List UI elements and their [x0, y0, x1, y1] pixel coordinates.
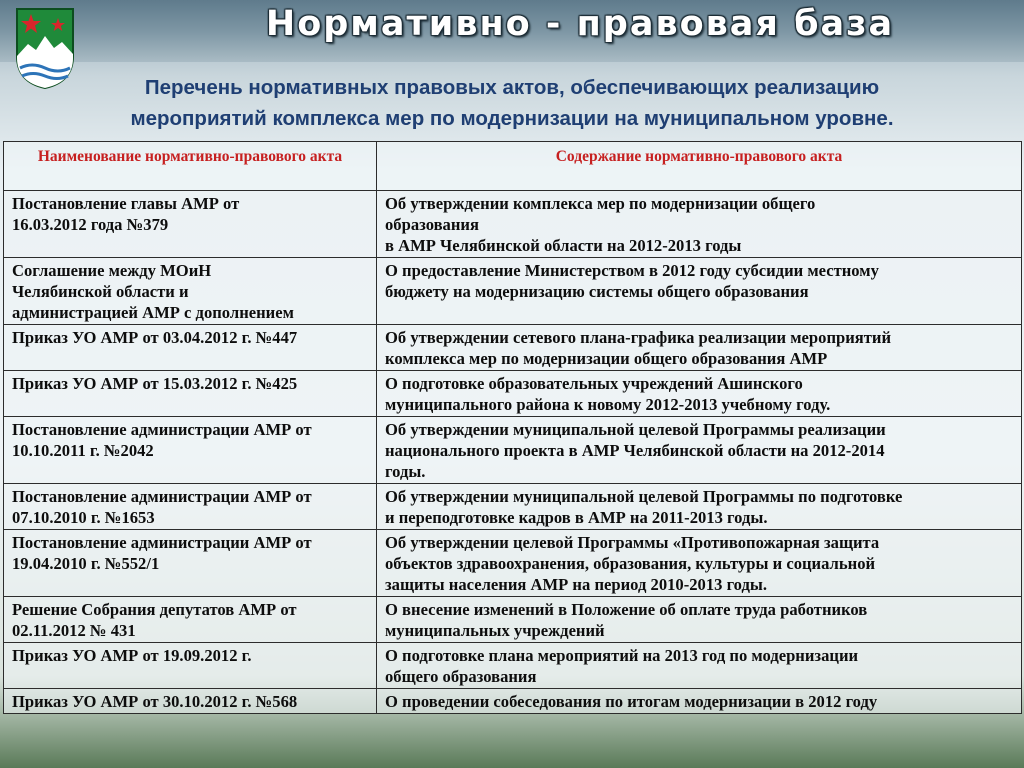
table-row — [4, 191, 1022, 258]
act-name-line: Приказ УО АМР от 19.09.2012 г. — [12, 646, 252, 665]
table-row — [4, 325, 1022, 371]
act-name-line: Челябинской области и — [12, 282, 189, 301]
act-content-line: и переподготовке кадров в АМР на 2011-2013 годы. — [385, 508, 768, 527]
act-name-line: Постановление администрации АМР от — [12, 533, 312, 552]
act-content-line: Об утверждении сетевого плана-графика реализации мероприятий — [385, 328, 892, 347]
act-content-line: защиты населения АМР на период 2010-2013 годы. — [385, 575, 768, 594]
act-name-cell — [4, 597, 377, 643]
act-name-line: 07.10.2010 г. №1653 — [12, 508, 155, 527]
act-content-cell — [377, 484, 1022, 530]
act-name-line: Постановление администрации АМР от — [12, 487, 312, 506]
column-header-content: Содержание нормативно-правового акта — [377, 142, 1022, 191]
act-content-cell — [377, 597, 1022, 643]
table-row — [4, 597, 1022, 643]
act-content-line: Об утверждении муниципальной целевой Программы по подготовке — [385, 487, 903, 506]
act-content-line: муниципальных учреждений — [385, 621, 605, 640]
act-name-line: 19.04.2010 г. №552/1 — [12, 554, 160, 573]
act-name-cell — [4, 530, 377, 597]
table-row — [4, 484, 1022, 530]
table-row — [4, 530, 1022, 597]
table-row — [4, 258, 1022, 325]
act-name-line: 16.03.2012 года №379 — [12, 215, 169, 234]
act-content-cell — [377, 689, 1022, 714]
legal-acts-table — [3, 141, 1022, 714]
act-name-cell — [4, 417, 377, 484]
act-name-cell — [4, 258, 377, 325]
act-name-cell — [4, 325, 377, 371]
act-content-line: национального проекта в АМР Челябинской области на 2012-2014 — [385, 441, 885, 460]
act-content-line: годы. — [385, 462, 426, 481]
act-name-line: Приказ УО АМР от 30.10.2012 г. №568 — [12, 692, 298, 711]
act-content-line: в АМР Челябинской области на 2012-2013 годы — [385, 236, 742, 255]
act-content-line: бюджету на модернизацию системы общего образования — [385, 282, 809, 301]
act-content-cell — [377, 530, 1022, 597]
act-name-line: Приказ УО АМР от 03.04.2012 г. №447 — [12, 328, 298, 347]
act-name-line: 02.11.2012 № 431 — [12, 621, 136, 640]
act-content-cell — [377, 643, 1022, 689]
act-name-cell — [4, 484, 377, 530]
act-content-cell — [377, 417, 1022, 484]
act-content-line: Об утверждении муниципальной целевой Программы реализации — [385, 420, 886, 439]
table-header-row — [4, 142, 1022, 191]
act-name-cell — [4, 191, 377, 258]
act-content-line: О предоставление Министерством в 2012 году субсидии местному — [385, 261, 879, 280]
act-content-line: комплекса мер по модернизации общего образования АМР — [385, 349, 828, 368]
page-title: Нормативно - правовая база — [265, 4, 895, 44]
table-row — [4, 417, 1022, 484]
act-name-cell — [4, 371, 377, 417]
act-name-line: Постановление администрации АМР от — [12, 420, 312, 439]
act-name-line: Приказ УО АМР от 15.03.2012 г. №425 — [12, 374, 298, 393]
table-row — [4, 689, 1022, 714]
act-content-cell — [377, 371, 1022, 417]
act-name-cell — [4, 689, 377, 714]
subtitle-line: мероприятий комплекса мер по модернизации на муниципальном уровне. — [130, 107, 894, 130]
subtitle-line: Перечень нормативных правовых актов, обеспечивающих реализацию — [144, 76, 880, 99]
act-content-cell — [377, 191, 1022, 258]
act-content-line: образования — [385, 215, 479, 234]
column-header-name: Наименование нормативно-правового акта — [4, 142, 377, 191]
act-name-line: Решение Собрания депутатов АМР от — [12, 600, 297, 619]
act-content-line: муниципального района к новому 2012-2013 учебному году. — [385, 395, 831, 414]
act-content-line: Об утверждении целевой Программы «Противопожарная защита — [385, 533, 880, 552]
act-content-cell — [377, 258, 1022, 325]
act-name-line: Соглашение между МОиН — [12, 261, 212, 280]
act-content-line: объектов здравоохранения, образования, культуры и социальной — [385, 554, 876, 573]
act-name-line: Постановление главы АМР от — [12, 194, 240, 213]
table-row — [4, 643, 1022, 689]
act-content-cell — [377, 325, 1022, 371]
act-content-line: общего образования — [385, 667, 537, 686]
act-content-line: О подготовке плана мероприятий на 2013 год по модернизации — [385, 646, 859, 665]
act-content-line: О подготовке образовательных учреждений Ашинского — [385, 374, 803, 393]
table-row — [4, 371, 1022, 417]
act-content-line: О проведении собеседования по итогам модернизации в 2012 году — [385, 692, 878, 711]
act-content-line: Об утверждении комплекса мер по модернизации общего — [385, 194, 816, 213]
act-content-line: О внесение изменений в Положение об оплате труда работников — [385, 600, 868, 619]
page-subtitle — [60, 72, 964, 134]
act-name-line: 10.10.2011 г. №2042 — [12, 441, 154, 460]
act-name-line: администрацией АМР с дополнением — [12, 303, 294, 322]
act-name-cell — [4, 643, 377, 689]
